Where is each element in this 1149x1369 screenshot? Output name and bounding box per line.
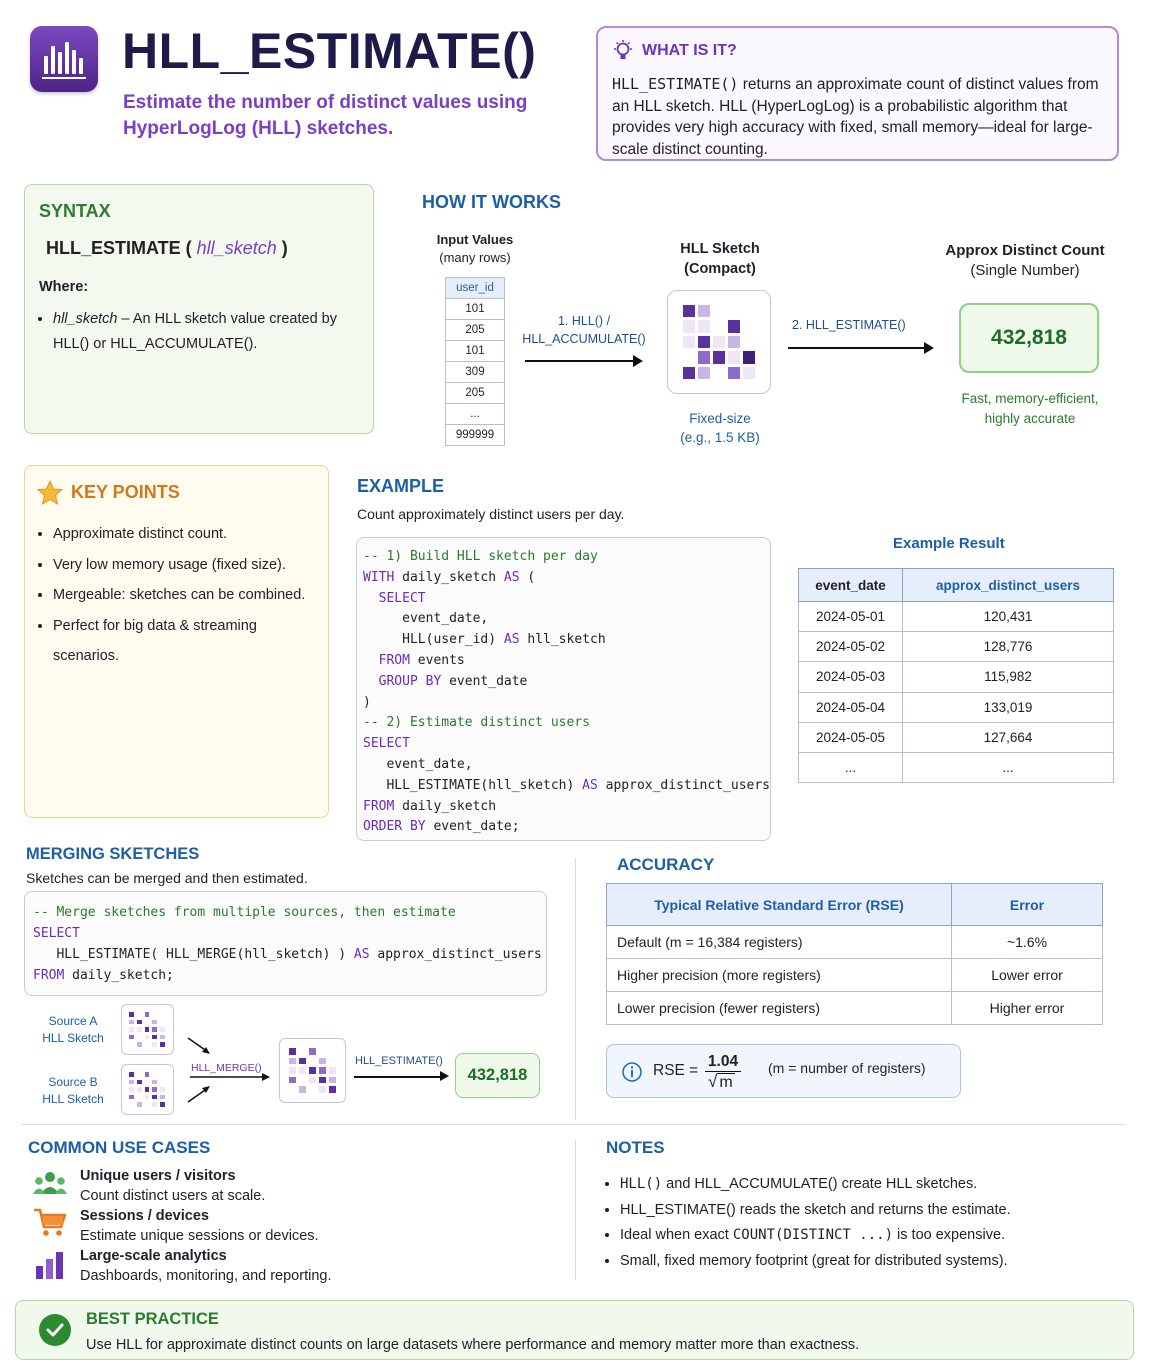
rse-note: (m = number of registers) (768, 1060, 926, 1076)
arrow-head-icon (924, 342, 934, 354)
table-header: Typical Relative Standard Error (RSE) (607, 884, 952, 926)
table-cell: 309 (446, 362, 505, 383)
key-points-panel (24, 465, 329, 818)
example-subtitle: Count approximately distinct users per day. (357, 506, 625, 522)
count-note: Fast, memory-efficient, highly accurate (961, 391, 1099, 426)
note-item: • Small, fixed memory footprint (great for distributed systems). (620, 1249, 1126, 1275)
info-icon (621, 1061, 643, 1083)
table-cell: 128,776 (903, 632, 1114, 662)
table-row (607, 992, 1103, 1025)
input-values-table (445, 277, 505, 446)
merge-code-block: -- Merge sketches from multiple sources, then estimate SELECT HLL_ESTIMATE( HLL_MERGE(hll_sketch) ) AS approx_distinct_users FROM daily_sketch; (24, 891, 547, 996)
use-case-item: Large-scale analytics Dashboards, monitoring, and reporting. (80, 1248, 332, 1284)
source-a-sketch-icon (121, 1004, 174, 1055)
table-cell: Lower error (952, 959, 1103, 992)
sketch-note: Fixed-size (e.g., 1.5 KB) (680, 411, 760, 445)
what-is-it-panel (596, 26, 1119, 161)
rse-numerator: 1.04 (705, 1052, 741, 1072)
best-practice-panel (15, 1300, 1134, 1360)
table-cell: 2024-05-02 (799, 632, 903, 662)
key-point-item: • Very low memory usage (fixed size). (53, 550, 316, 581)
merge-label: HLL_MERGE() (191, 1062, 262, 1074)
cart-icon (33, 1207, 67, 1237)
arrow-head-icon (633, 355, 643, 367)
where-label: Where: (39, 279, 89, 295)
page-subtitle: Estimate the number of distinct values using HyperLogLog (HLL) sketches. (123, 92, 528, 139)
use-case-item: Sessions / devices Estimate unique sessions or devices. (80, 1208, 319, 1244)
table-cell: ~1.6% (952, 926, 1103, 959)
key-points-heading: KEY POINTS (37, 480, 316, 505)
merged-sketch-icon (279, 1038, 346, 1103)
table-cell: 101 (446, 299, 505, 320)
divider (22, 1124, 1126, 1125)
hll-sketch-icon (667, 290, 771, 394)
bar-chart-icon (33, 1250, 67, 1280)
what-is-it-heading: WHAT IS IT? (612, 40, 1103, 62)
merging-subtitle: Sketches can be merged and then estimated. (26, 870, 308, 886)
users-icon (33, 1170, 67, 1200)
table-header: approx_distinct_users (903, 569, 1114, 602)
merged-count-value: 432,818 (455, 1053, 540, 1098)
rse-denominator: √ m (708, 1072, 733, 1091)
note-item: • HLL() and HLL_ACCUMULATE() create HLL sketches. (620, 1172, 1126, 1198)
key-points-list (37, 519, 316, 672)
table-header: user_id (446, 278, 505, 299)
table-row (799, 662, 1114, 692)
arrow-head-icon (440, 1071, 449, 1081)
key-point-item: • Perfect for big data & streaming scenarios. (53, 611, 316, 672)
lightbulb-icon (612, 40, 634, 62)
note-item: • HLL_ESTIMATE() reads the sketch and returns the estimate. (620, 1198, 1126, 1224)
table-cell: 2024-05-01 (799, 602, 903, 632)
table-cell: ... (799, 752, 903, 782)
key-point-item: • Approximate distinct count. (53, 519, 316, 550)
table-cell: ... (903, 752, 1114, 782)
syntax-signature: HLL_ESTIMATE ( hll_sketch ) (46, 238, 288, 258)
divider (575, 1140, 576, 1280)
table-cell: 2024-05-05 (799, 722, 903, 752)
count-label: Approx Distinct Count (Single Number) (945, 242, 1105, 279)
table-row (607, 926, 1103, 959)
example-result-title: Example Result (893, 535, 1005, 552)
table-cell: 115,982 (903, 662, 1114, 692)
example-heading: EXAMPLE (357, 476, 445, 496)
table-cell: 133,019 (903, 692, 1114, 722)
table-row (607, 959, 1103, 992)
merging-heading: MERGING SKETCHES (26, 845, 200, 863)
table-cell: ... (446, 404, 505, 425)
table-header: event_date (799, 569, 903, 602)
key-point-item: • Mergeable: sketches can be combined. (53, 580, 316, 611)
table-cell: Default (m = 16,384 registers) (607, 926, 952, 959)
table-row (799, 602, 1114, 632)
accuracy-heading: ACCURACY (617, 855, 715, 874)
rse-label: RSE = (653, 1062, 699, 1079)
sketch-label: HLL Sketch (Compact) (680, 241, 760, 277)
step2-label: 2. HLL_ESTIMATE() (792, 318, 906, 332)
table-row (799, 632, 1114, 662)
source-a-label: Source A HLL Sketch (42, 1014, 104, 1045)
star-icon (37, 480, 63, 505)
example-code-block: -- 1) Build HLL sketch per day WITH daily_sketch AS ( SELECT event_date, HLL(user_id) AS hll_sketch FROM events GROUP BY event_date ) -- 2) Estimate distinct users SELECT event_date, HLL_ESTIMATE(hll_sketch) AS approx_distinct_users FROM daily_sketch ORDER BY event_date; (356, 537, 771, 841)
syntax-panel (24, 184, 374, 434)
arrow-icon (525, 360, 633, 362)
use-case-item: Unique users / visitors Count distinct users at scale. (80, 1168, 266, 1204)
best-practice-heading: BEST PRACTICE (86, 1310, 219, 1328)
syntax-heading: SYNTAX (39, 201, 111, 221)
table-cell: 999999 (446, 425, 505, 446)
checkmark-icon (39, 1314, 71, 1346)
table-cell: 205 (446, 383, 505, 404)
table-cell: 120,431 (903, 602, 1114, 632)
table-cell: Lower precision (fewer registers) (607, 992, 952, 1025)
what-is-it-body: HLL_ESTIMATE() returns an approximate count of distinct values from an HLL sketch. HLL (HyperLogLog) is a probabilistic algorithm that provides very high accuracy with fixed, small memory—ideal for large-scale distinct counting. (612, 75, 1099, 158)
table-cell: 205 (446, 320, 505, 341)
table-row (799, 752, 1114, 782)
how-it-works-heading: HOW IT WORKS (422, 192, 561, 212)
table-row (799, 722, 1114, 752)
param-item: • hll_sketch – An HLL sketch value created by HLL() or HLL_ACCUMULATE(). (53, 307, 359, 357)
app-logo (30, 26, 98, 92)
table-cell: 2024-05-03 (799, 662, 903, 692)
notes-heading: NOTES (606, 1138, 665, 1157)
table-cell: 101 (446, 341, 505, 362)
table-cell: 127,664 (903, 722, 1114, 752)
step1-label: 1. HLL() / HLL_ACCUMULATE() (522, 314, 646, 346)
table-cell: 2024-05-04 (799, 692, 903, 722)
rse-formula-box (606, 1044, 961, 1098)
source-b-label: Source B HLL Sketch (42, 1075, 104, 1106)
table-cell: Higher precision (more registers) (607, 959, 952, 992)
param-list (39, 307, 359, 357)
use-cases-heading: COMMON USE CASES (28, 1138, 211, 1157)
note-item: • Ideal when exact COUNT(DISTINCT ...) is too expensive. (620, 1223, 1126, 1249)
example-result-table (798, 568, 1114, 783)
accuracy-table (606, 883, 1103, 1025)
estimate-label: HLL_ESTIMATE() (355, 1055, 443, 1067)
table-row (799, 692, 1114, 722)
source-b-sketch-icon (121, 1064, 174, 1115)
page-title: HLL_ESTIMATE() (122, 23, 537, 79)
divider (575, 858, 576, 1120)
distinct-count-value: 432,818 (959, 303, 1099, 373)
table-cell: Higher error (952, 992, 1103, 1025)
input-values-label: Input Values (many rows) (436, 232, 514, 265)
arrow-icon (354, 1076, 440, 1078)
arrow-icon (788, 347, 924, 349)
notes-list (606, 1172, 1126, 1274)
best-practice-body: Use HLL for approximate distinct counts on large datasets where performance and memory matter more than exactness. (86, 1337, 860, 1353)
table-header: Error (952, 884, 1103, 926)
